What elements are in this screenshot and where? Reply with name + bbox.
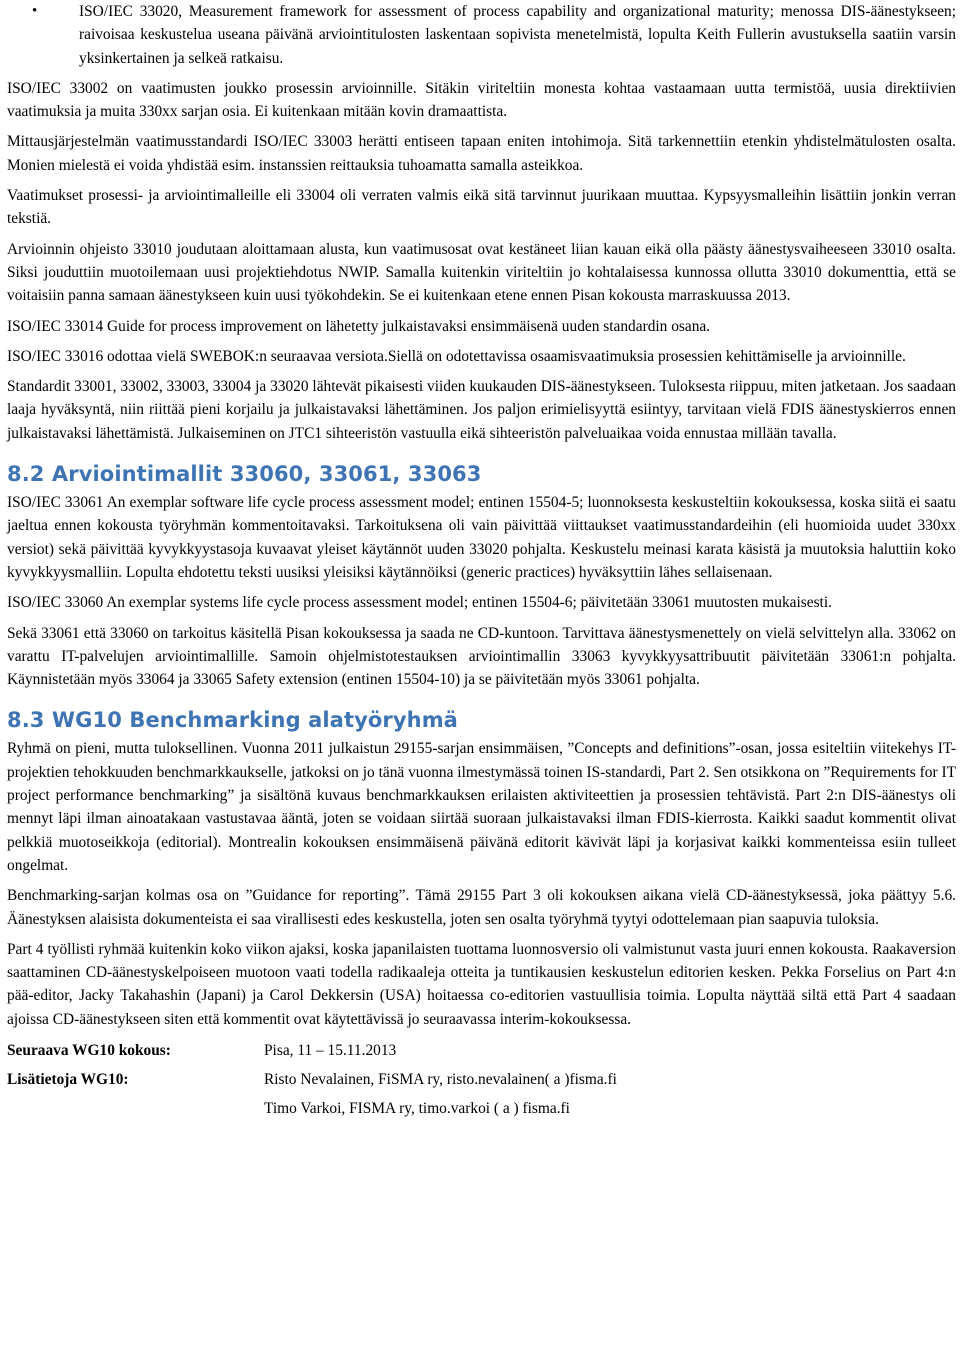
contact-varkoi: Timo Varkoi, FISMA ry, timo.varkoi ( a ) fisma.fi [264, 1099, 570, 1117]
paragraph-33061: ISO/IEC 33061 An exemplar software life cycle process assessment model; entinen 15504-5; luonnoksesta keskusteltiin kokouksessa, koska siitä ei saatu jaeltua ennen kokousta työryhmän kommentoitavaksi. Tarkoituksena oli vain päivittää viittaukset vaatimusstandardeihin (eli huomioida uudet 330xx versiot) sekä päivittää kyvykkyystasoja kuvaavat yleiset käytännöt uuden 33020 pohjalta. Keskustelu meinasi karata käsistä ja muutoksia haluttiin koko kyvykkyysmalliin. Lopulta ehdotettu teksti uusiksi yleisiksi käytännöiksi (generic practices) hyväksyttiin lähes sellaisenaan. [7, 494, 956, 581]
contact-row [7, 1096, 956, 1125]
contact-nevalainen: Risto Nevalainen, FiSMA ry, risto.nevalainen( a )fisma.fi [264, 1070, 617, 1088]
paragraph-33014: ISO/IEC 33014 Guide for process improvement on lähetetty julkaistavaksi ensimmäisenä uuden standardin osana. [7, 317, 711, 335]
bullet-text: ISO/IEC 33020, Measurement framework for assessment of process capability and organizational maturity; menossa DIS-äänestykseen; raivoisaa keskustelua useana päivänä arviointitulosten laskentaan sopivista menetelmistä, lopulta Keith Fullerin avustuksella saatiin varsin yksinkertainen ja selkeä ratkaisu. [79, 3, 956, 67]
paragraph-benchmarking-group: Ryhmä on pieni, mutta tuloksellinen. Vuonna 2011 julkaistun 29155-sarjan ensimmäisen, ”Concepts and definitions”-osan, jossa esiteltiin viitekehys IT-projektien tehokkuuden benchmarkkaukselle, jatkoksi on jo tänä vuonna ilmestymässä toinen IS-standardi, Part 2. Sen otsikkona on ”Requirements for IT project performance benchmarking” ja sisältönä kuvaus benchmarkkauksen erilaisten aktiviteettien ja prosessien tehtävistä. Part 2:n DIS-äänestys oli mennyt läpi ilman ainoatakaan vastustavaa ääntä, joten se voidaan siirtää suoraan julkaistavaksi ilman FDIS-kierrosta. Kaikki saadut kommentit olivat pelkkiä muotoseikkoja (editorial). Montrealin kokouksen ensimmäisenä päivänä editorit kävivät läpi ja korjasivat kaikki kommenteissa esiin tulleet ongelmat. [7, 740, 956, 874]
paragraph-33016: ISO/IEC 33016 odottaa vielä SWEBOK:n seuraavaa versiota.Siellä on odotettavissa osaamisvaatimuksia prosessien kehittämiselle ja arvioinnille. [7, 347, 906, 365]
next-meeting-value: Pisa, 11 – 15.11.2013 [264, 1041, 397, 1059]
paragraph-33060: ISO/IEC 33060 An exemplar systems life cycle process assessment model; entinen 15504-6; päivitetään 33061 muutosten mukaisesti. [7, 594, 832, 612]
paragraph-33002: ISO/IEC 33002 on vaatimusten joukko prosessin arvioinnille. Sitäkin viriteltiin monesta kohtaa vastaamaan uutta termistöä, uusia direktiivien vaatimuksia ja muita 330xx sarjan osia. Ei kuitenkaan mitään kovin dramaattista. [7, 79, 956, 121]
section-heading-8-2: 8.2 Arviointimallit 33060, 33061, 33063 [7, 462, 482, 487]
more-info-label: Lisätietoja WG10: [7, 1070, 129, 1088]
paragraph-33003: Mittausjärjestelmän vaatimusstandardi ISO/IEC 33003 herätti entiseen tapaan eniten intohimoja. Sitä tarkennettiin etenkin yhdistelmätulosten osalta. Monien mielestä ei voida yhdistää esim. instanssien reittauksia tuhoamatta samalla asteikkoa. [7, 133, 956, 174]
paragraph-standards-ballot: Standardit 33001, 33002, 33003, 33004 ja 33020 lähtevät pikaisesti viiden kuukauden DIS-äänestykseen. Tuloksesta riippuu, miten jatketaan. Jos saadaan laaja hyväksyntä, niin riittää pieni korjailu ja julkaistavaksi lähettäminen. Jos paljon erimielisyyttä esiintyy, tarvitaan vielä FDIS äänestyskierros ennen julkaistavaksi lähettämistä. Julkaiseminen on JTC1 sihteeristön vastuulla eikä sihteeristön palveluaikaa voida ennustaa millään tavalla. [7, 378, 956, 442]
bullet-item [7, 0, 956, 70]
more-info-row [7, 1067, 956, 1096]
bullet-icon: • [32, 3, 38, 19]
paragraph-33010: Arvioinnin ohjeisto 33010 joudutaan aloittamaan alusta, kun vaatimusosat ovat kestäneet liian kauan eikä olla päästy äänestysvaiheeseen 33010 osalta. Siksi jouduttiin muotoilemaan uusi projektiehdotus NWIP. Samalla kuitenkin viriteltiin jo kohtalaisessa kunnossa ollutta 33010 dokumenttia, että se voitaisiin panna samaan äänestykseen kuin uusi työkohdekin. Se ei kuitenkaan etene ennen Pisan kokousta marraskuussa 2013. [7, 240, 956, 305]
paragraph-pisa-plans: Sekä 33061 että 33060 on tarkoitus käsitellä Pisan kokouksessa ja saada ne CD-kuntoon. Tarvittava äänestysmenettely on vielä selvittelyn alla. 33062 on varattu IT-palvelujen arviointimallille. Samoin ohjelmistotestauksen arviointimallin 33063 kyvykkyysattribuutit päivitetään 33061:n pohjalta. Käynnistetään myös 33064 ja 33065 Safety extension (entinen 15504-10) ja se päivitetään myös 33061 pohjalta. [7, 624, 956, 689]
paragraph-33004: Vaatimukset prosessi- ja arviointimalleille eli 33004 oli verraten valmis eikä sitä tarvinnut juurikaan muuttaa. Kypsyysmalleihin lisättiin jonkin verran tekstiä. [7, 187, 956, 228]
paragraph-benchmarking-part4: Part 4 työllisti ryhmää kuitenkin koko viikon ajaksi, koska japanilaisten tuottama luonnosversio oli valmistunut vasta juuri ennen kokousta. Raakaversion saattaminen CD-äänestyskelpoiseen muotoon vaati todella radikaaleja otteita ja tuntikausien keskustelun editorien kesken. Pekka Forselius on Part 4:n pää-editor, Jacky Takahashin (Japani) ja Carol Dekkersin (USA) hoitaessa co-editorien vastuullisia toimia. Lopulta näyttää siltä että Part 4 saadaan ajoissa CD-äänestykseen siten että kommentit ovat käytettävissä jo seuraavassa interim-kokouksessa. [7, 940, 956, 1028]
paragraph-benchmarking-part3: Benchmarking-sarjan kolmas osa on ”Guidance for reporting”. Tämä 29155 Part 3 oli kokouksen aikana vielä CD-äänestyksessä, joka päättyy 5.6. Äänestyksen alaisista dokumenteista ei saa virallisesti edes keskustella, joten sen osalta työryhmä tyytyi odottelemaan pian saapuvia tuloksia. [7, 887, 956, 928]
footer-info [7, 1038, 956, 1125]
next-meeting-label: Seuraava WG10 kokous: [7, 1041, 171, 1059]
next-meeting-row [7, 1038, 956, 1067]
section-heading-8-3: 8.3 WG10 Benchmarking alatyöryhmä [7, 708, 458, 733]
